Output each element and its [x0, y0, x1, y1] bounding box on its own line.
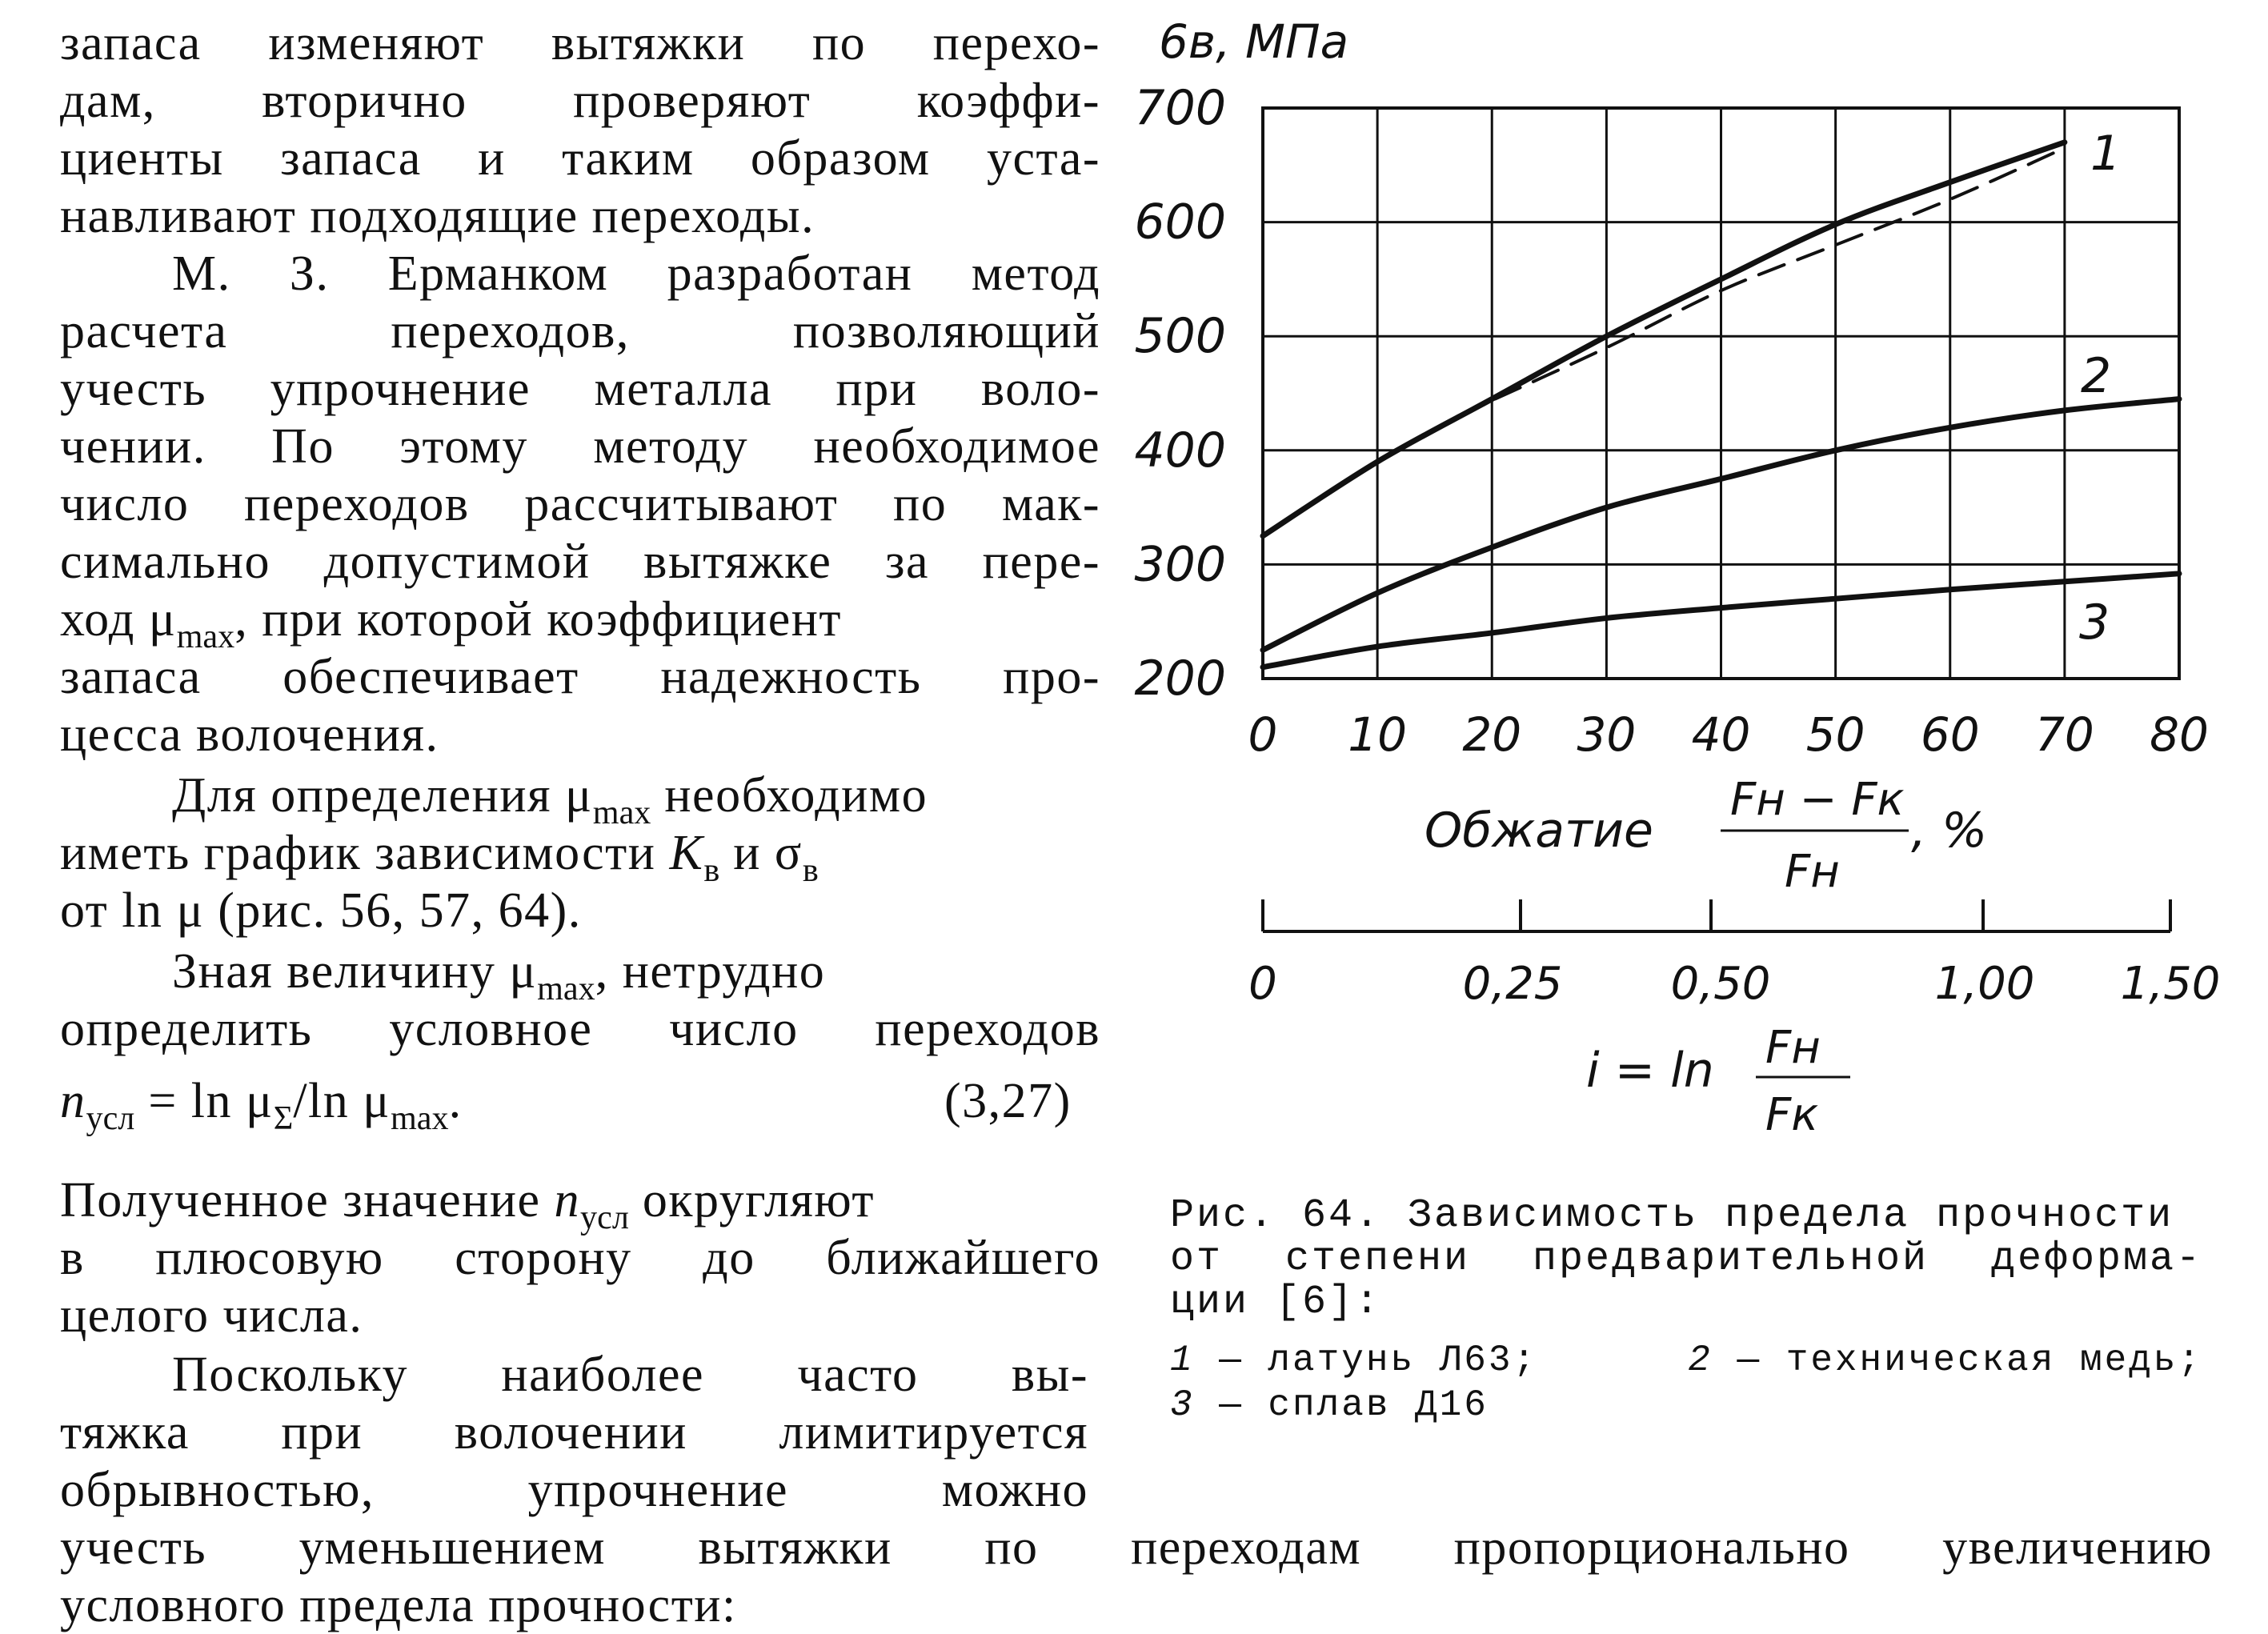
text-line: Зная величину $\mu_{max}$, нетрудно: [172, 944, 826, 1007]
text-line: симально допустимой вытяжке за пере-: [60, 535, 1100, 589]
text-fragment: ход $\mu_{max}$, при которой коэффициент: [60, 592, 842, 655]
curve-label-3: 3: [2079, 595, 2110, 651]
secondary-axis-denominator: Fк: [1765, 1089, 1819, 1141]
text-line: циенты запаса и таким образом уста-: [60, 131, 1100, 186]
legend-line: 1 — латунь Л63; 2 — техническая медь;: [1170, 1340, 2202, 1381]
text-line: Поскольку наиболее часто вы-: [172, 1348, 1088, 1402]
secondary-axis: [1263, 899, 2170, 931]
grid: [1263, 108, 2179, 679]
text-line: число переходов рассчитывают по мак-: [60, 477, 1100, 531]
text-line: определить условное число переходов: [60, 1002, 1100, 1056]
secondary-axis-numerator: Fн: [1765, 1022, 1821, 1074]
formula-number: (3,27): [944, 1074, 1072, 1128]
y-tick-label: 400: [1134, 422, 1226, 479]
text-line: дам, вторично проверяют коэффи-: [60, 74, 1100, 128]
y-tick-label: 700: [1134, 80, 1226, 136]
text-line: целого числа.: [60, 1288, 363, 1343]
text-line: учесть уменьшением вытяжки по переходам пропорционально увеличению: [60, 1520, 2213, 1575]
curve-label-2: 2: [2081, 348, 2112, 404]
text-line: иметь график зависимости $K_в$ и $\sigma_в$: [60, 826, 819, 889]
text-line: навливают подходящие переходы.: [60, 189, 815, 243]
x-tick-label: 50: [1805, 707, 1865, 762]
y-axis-label: 6в, МПа: [1159, 14, 1349, 69]
series-line-1: [1263, 142, 2065, 536]
x-axis-label-denominator: Fн: [1785, 846, 1840, 898]
x-tick-label: 20: [1462, 707, 1522, 762]
text-line: тяжка при волочении лимитируется: [60, 1405, 1088, 1460]
x-tick-label: 10: [1348, 707, 1408, 762]
y-tick-labels: [1134, 80, 1226, 707]
caption-line: ции [6]:: [1170, 1280, 1382, 1325]
y-tick-label: 500: [1134, 308, 1226, 365]
y-tick-label: 600: [1134, 194, 1226, 250]
text-line: чении. По этому методу необходимое: [60, 419, 1100, 474]
x-axis-label-unit: , %: [1911, 803, 1988, 859]
x-tick-label: 0: [1248, 707, 1278, 762]
caption-line: Рис. 64. Зависимость предела прочности: [1170, 1193, 2174, 1239]
y-tick-label: 200: [1134, 651, 1226, 707]
text-line: цесса волочения.: [60, 707, 439, 762]
text-line: в плюсовую сторону до ближайшего: [60, 1231, 1100, 1285]
text-line: учесть упрочнение металла при воло-: [60, 362, 1100, 416]
x-tick-label: 60: [1920, 707, 1980, 762]
x-tick-labels: [1248, 707, 2209, 762]
text-line: М. З. Ерманком разработан метод: [172, 246, 1100, 301]
caption-line: от степени предварительной деформа-: [1170, 1236, 2202, 1282]
secondary-tick-label: 1,00: [1934, 958, 2035, 1010]
secondary-tick-label: 0: [1248, 958, 1277, 1010]
secondary-tick-label: 1,50: [2120, 958, 2221, 1010]
x-axis-label-numerator: Fн − Fк: [1730, 774, 1905, 826]
x-axis-label-word: Обжатие: [1425, 803, 1653, 859]
series-line-1-dashed: [1457, 148, 2065, 416]
secondary-axis-label: i = ln: [1586, 1043, 1714, 1099]
text-line: расчета переходов, позволяющий: [60, 304, 1100, 358]
x-tick-label: 80: [2150, 707, 2209, 762]
text-line: от ln μ (рис. 56, 57, 64).: [60, 883, 582, 938]
y-tick-label: 300: [1134, 536, 1226, 593]
curve-label-1: 1: [2090, 126, 2122, 182]
text-line: запаса изменяют вытяжки по перехо-: [60, 16, 1100, 70]
text-line: Для определения $\mu_{max}$ необходимо: [172, 768, 928, 831]
secondary-tick-label: 0,25: [1462, 958, 1563, 1010]
text-line: условного предела прочности:: [60, 1578, 737, 1632]
text-line: запаса обеспечивает надежность про-: [60, 650, 1100, 704]
legend-line: 3 — сплав Д16: [1170, 1384, 1489, 1426]
secondary-tick-label: 0,50: [1670, 958, 1771, 1010]
text-line: обрывностью, упрочнение можно: [60, 1463, 1088, 1517]
x-tick-label: 70: [2034, 707, 2094, 762]
text-line: Полученное значение $n_{усл}$ округляют: [60, 1173, 875, 1236]
formula: $n_{усл} = \ln \mu_\Sigma/\ln$ $\mu_{max}$.: [60, 1074, 463, 1137]
x-tick-label: 30: [1577, 707, 1637, 762]
x-tick-label: 40: [1691, 707, 1751, 762]
